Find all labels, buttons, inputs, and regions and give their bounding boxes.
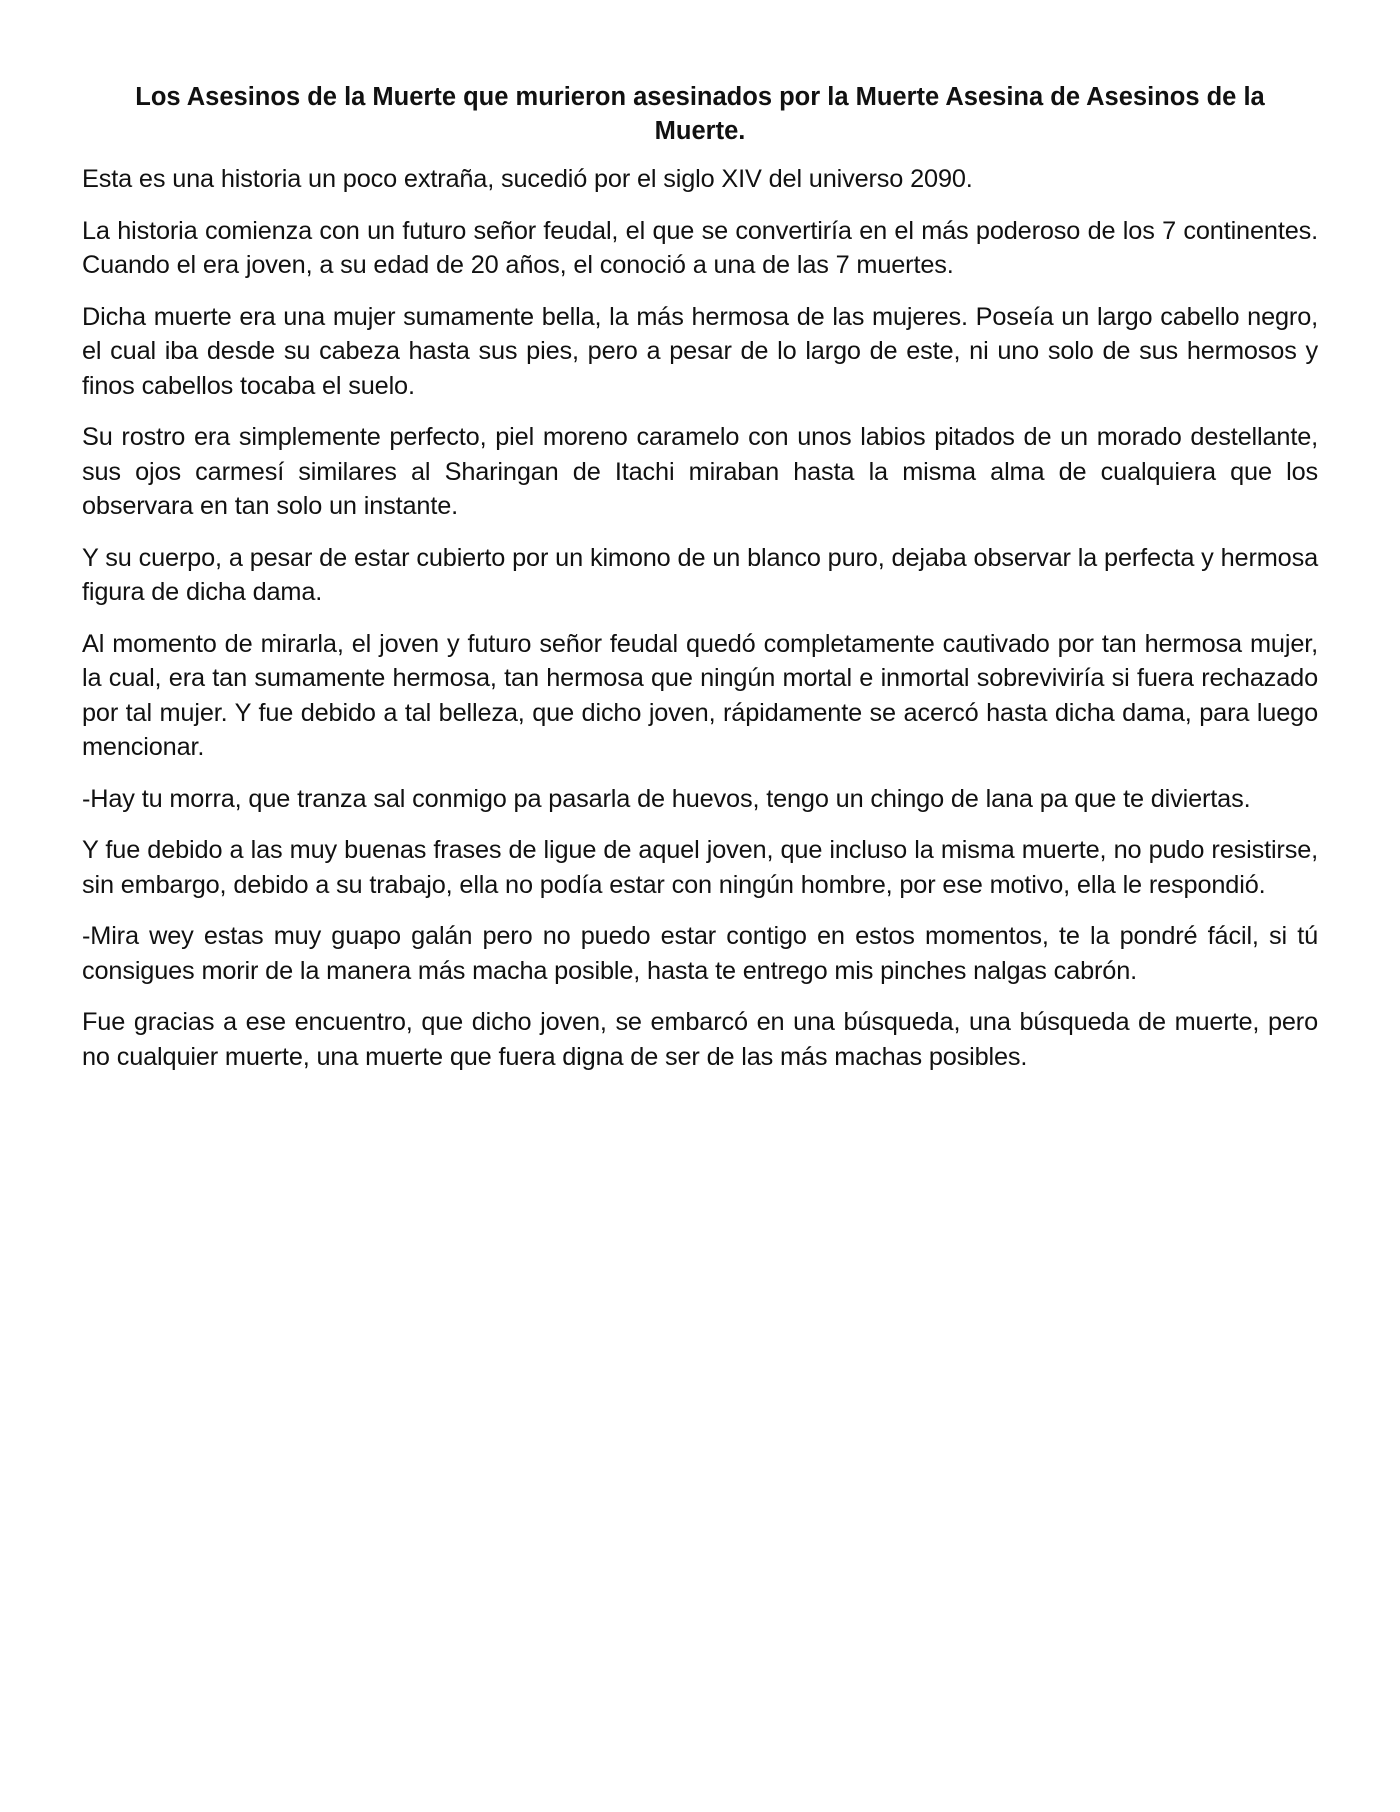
document-title: Los Asesinos de la Muerte que murieron asesinados por la Muerte Asesina de Asesinos de la Muerte. bbox=[135, 83, 1265, 145]
paragraph: Fue gracias a ese encuentro, que dicho joven, se embarcó en una búsqueda, una búsqueda de muerte, pero no cualquier muerte, una muerte que fuera digna de ser de las más machas posibles. bbox=[82, 1008, 1318, 1071]
paragraph: Y fue debido a las muy buenas frases de ligue de aquel joven, que incluso la misma muerte, no pudo resistirse, sin embargo, debido a su trabajo, ella no podía estar con ningún hombre, por ese motivo, ella le respondió. bbox=[82, 836, 1318, 899]
paragraph: -Mira wey estas muy guapo galán pero no puedo estar contigo en estos momentos, te la pondré fácil, si tú consigues morir de la manera más macha posible, hasta te entrego mis pinches nalgas cabrón. bbox=[82, 922, 1318, 985]
paragraph: Esta es una historia un poco extraña, sucedió por el siglo XIV del universo 2090. bbox=[82, 165, 973, 193]
document-page bbox=[82, 80, 1318, 1091]
paragraph: Su rostro era simplemente perfecto, piel moreno caramelo con unos labios pitados de un morado destellante, sus ojos carmesí similares al Sharingan de Itachi miraban hasta la misma alma de cualquiera que los observara en tan solo un instante. bbox=[82, 423, 1318, 520]
paragraph: La historia comienza con un futuro señor feudal, el que se convertiría en el más poderoso de los 7 continentes. Cuando el era joven, a su edad de 20 años, el conoció a una de las 7 muertes. bbox=[82, 216, 1318, 279]
paragraph: -Hay tu morra, que tranza sal conmigo pa pasarla de huevos, tengo un chingo de lana pa que te diviertas. bbox=[82, 784, 1251, 813]
paragraph: Dicha muerte era una mujer sumamente bella, la más hermosa de las mujeres. Poseía un largo cabello negro, el cual iba desde su cabeza hasta sus pies, pero a pesar de lo largo de este, ni uno solo de sus hermosos y finos cabellos tocaba el suelo. bbox=[82, 302, 1318, 400]
paragraph: Y su cuerpo, a pesar de estar cubierto por un kimono de un blanco puro, dejaba observar la perfecta y hermosa figura de dicha dama. bbox=[82, 543, 1318, 606]
paragraph: Al momento de mirarla, el joven y futuro señor feudal quedó completamente cautivado por tan hermosa mujer, la cual, era tan sumamente hermosa, tan hermosa que ningún mortal e inmortal sobreviviría si fuera rechazado por tal mujer. Y fue debido a tal belleza, que dicho joven, rápidamente se acercó hasta dicha dama, para luego mencionar. bbox=[82, 629, 1318, 761]
